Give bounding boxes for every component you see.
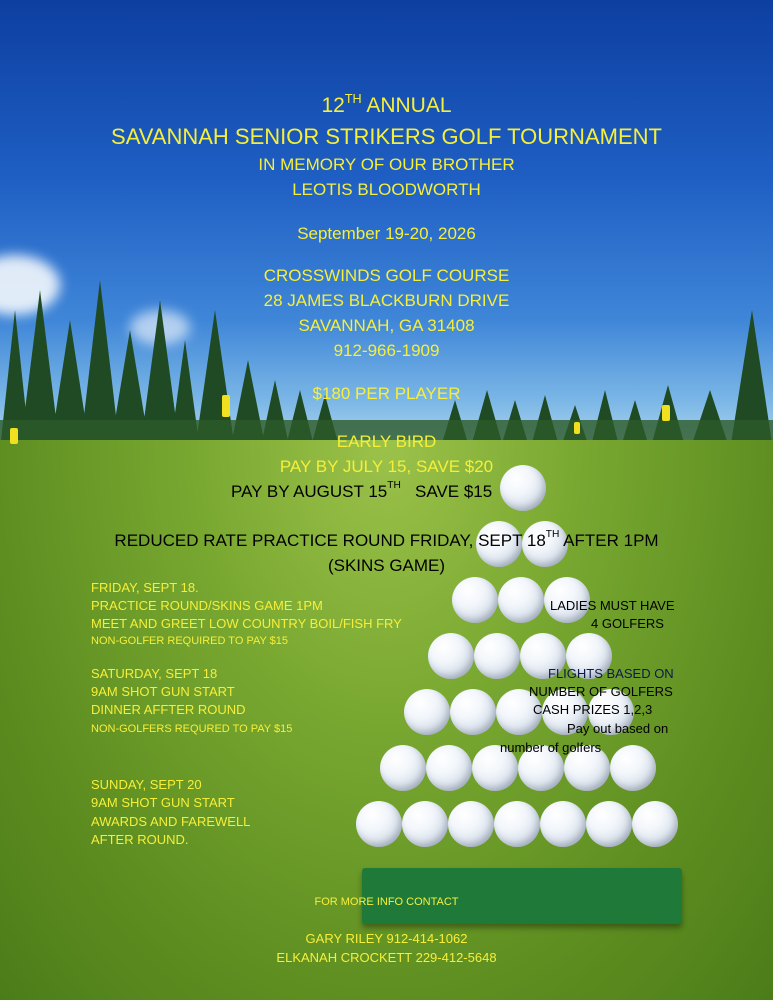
flights-line-2: NUMBER OF GOLFERS [529,684,673,699]
golf-ball [540,801,586,847]
golf-ball [586,801,632,847]
tournament-title: SAVANNAH SENIOR STRIKERS GOLF TOURNAMENT [111,124,662,149]
sunday-heading: SUNDAY, SEPT 20 [91,777,202,792]
golf-ball [494,801,540,847]
august-text: PAY BY AUGUST 15 [231,482,388,501]
contact-heading: FOR MORE INFO CONTACT [314,896,459,908]
practice-superscript: TH [545,529,560,540]
annual-heading [0,94,773,118]
golf-ball [450,689,496,735]
golf-ball [404,689,450,735]
contact-gary: GARY RILEY 912-414-1062 [305,931,468,946]
golf-ball [356,801,402,847]
friday-non-golfer: NON-GOLFER REQUIRED TO PAY $15 [91,635,289,647]
golf-ball [428,633,474,679]
ladies-line-1: LADIES MUST HAVE [550,598,675,613]
flights-line-1: FLIGHTS BASED ON [548,666,674,681]
friday-practice: PRACTICE ROUND/SKINS GAME 1PM [91,598,323,613]
event-date: September 19-20, 2026 [297,224,476,243]
skins-game-line: (SKINS GAME) [327,556,446,575]
annual-word: ANNUAL [361,94,452,117]
saturday-heading: SATURDAY, SEPT 18 [91,666,218,681]
saturday-non-golfer: NON-GOLFERS REQURED TO PAY $15 [91,723,293,735]
flights-line-5: number of golfers [500,740,602,755]
flights-line-3: CASH PRIZES 1,2,3 [533,702,653,717]
flag-marker [662,405,670,421]
memory-line-2: LEOTIS BLOODWORTH [292,180,481,199]
sunday-after-round: AFTER ROUND. [91,832,189,847]
early-bird-august [231,482,492,502]
golf-ball [402,801,448,847]
early-bird-july: PAY BY JULY 15, SAVE $20 [279,457,494,476]
golf-ball [632,801,678,847]
sunday-awards: AWARDS AND FAREWELL [91,814,251,829]
practice-round-line [0,531,773,551]
venue-street: 28 JAMES BLACKBURN DRIVE [263,291,510,310]
practice-text: REDUCED RATE PRACTICE ROUND FRIDAY, SEPT 18 [114,531,546,550]
golf-ball [426,745,472,791]
golf-ball [380,745,426,791]
golf-ball [498,577,544,623]
venue-phone: 912-966-1909 [333,341,440,360]
august-superscript: TH [387,480,401,491]
saturday-start: 9AM SHOT GUN START [91,684,235,699]
early-bird-label: EARLY BIRD [336,432,437,451]
flights-line-4: Pay out based on [567,721,669,736]
practice-time: AFTER 1PM [559,531,659,550]
sunday-start: 9AM SHOT GUN START [91,795,235,810]
annual-superscript: TH [344,92,362,106]
friday-heading: FRIDAY, SEPT 18. [91,580,199,595]
ladies-line-2: 4 GOLFERS [591,616,664,631]
saturday-dinner: DINNER AFFTER ROUND [91,702,246,717]
august-savings: SAVE $15 [415,482,493,501]
venue-name: CROSSWINDS GOLF COURSE [263,266,510,285]
contact-elkanah: ELKANAH CROCKETT 229-412-5648 [276,950,497,965]
golf-ball [610,745,656,791]
golf-ball [452,577,498,623]
memory-line-1: IN MEMORY OF OUR BROTHER [258,155,515,174]
golf-ball [448,801,494,847]
venue-city: SAVANNAH, GA 31408 [298,316,475,335]
golf-ball [474,633,520,679]
friday-meet-greet: MEET AND GREET LOW COUNTRY BOIL/FISH FRY [91,616,402,631]
annual-number: 12 [321,94,345,117]
price-per-player: $180 PER PLAYER [312,384,461,403]
